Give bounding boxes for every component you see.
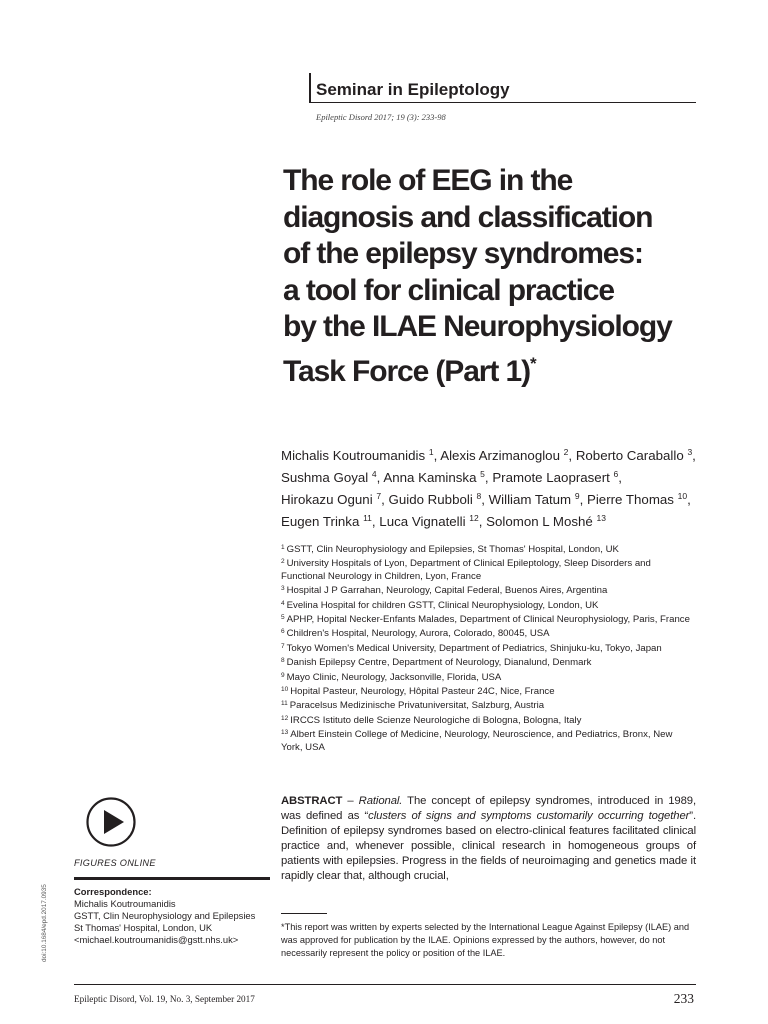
author-affiliation-mark: 1	[428, 447, 434, 457]
footer-journal: Epileptic Disord, Vol. 19, No. 3, September 2017	[74, 994, 255, 1004]
page-number: 233	[673, 991, 694, 1006]
affiliation-item	[281, 542, 696, 556]
affiliation-item	[281, 556, 696, 583]
author-name-text: Guido Rubboli	[388, 492, 473, 507]
correspondence-heading: Correspondence:	[74, 886, 152, 897]
author-name-text: Solomon L Moshé	[486, 514, 593, 529]
sidebar-rule	[74, 877, 270, 880]
series-title: Seminar in Epileptology	[316, 80, 510, 99]
author-name-text: Roberto Caraballo	[575, 448, 684, 463]
affiliation-number: 3	[281, 585, 285, 593]
affiliation-item	[281, 641, 696, 655]
affiliation-number: 5	[281, 614, 285, 622]
author-name-text: Hirokazu Oguni	[281, 492, 373, 507]
author-name-text: Eugen Trinka	[281, 514, 360, 529]
abstract	[281, 794, 696, 884]
affiliation-text: IRCCS Istituto delle Scienze Neurologiche di Bologna, Bologna, Italy	[290, 714, 582, 726]
author-name: Anna Kaminska $^5$,	[383, 469, 489, 485]
affiliation-item	[281, 626, 696, 640]
affiliation-number: 2	[281, 558, 285, 566]
author-list	[281, 443, 696, 531]
affiliation-text: Tokyo Women's Medical University, Department of Pediatrics, Shinjuku-ku, Tokyo, Japan	[286, 642, 662, 654]
author-affiliation-mark: 12	[469, 513, 479, 523]
journal-citation: Epileptic Disord 2017; 19 (3): 233-98	[316, 112, 446, 122]
author-name-text: Michalis Koutroumanidis	[281, 448, 426, 463]
footer-divider	[74, 984, 696, 985]
abstract-label: ABSTRACT	[281, 795, 343, 807]
affiliation-number: 4	[281, 599, 285, 607]
affiliation-text: Hospital J P Garrahan, Neurology, Capital Federal, Buenos Aires, Argentina	[286, 585, 608, 597]
affiliation-item	[281, 698, 696, 712]
author-name: Guido Rubboli $^8$,	[388, 491, 485, 507]
author-name	[486, 514, 606, 529]
author-affiliation-mark: 13	[596, 513, 606, 523]
title-line	[283, 346, 703, 391]
title-footnote-mark: *	[529, 353, 537, 373]
affiliation-number: 10	[281, 686, 289, 694]
footnote: *This report was written by experts selected by the International League Against Epilepsy (ILAE) and was approved for publication by the ILAE. Opinions expressed by the authors, however, do not necessarily represent the policy or position of the ILAE.	[281, 922, 690, 958]
title-line: diagnosis and classification	[283, 200, 653, 234]
affiliation-text: University Hospitals of Lyon, Department of Clinical Epileptology, Sleep Disorders and Functional Neurology in Children, Lyon, France	[281, 558, 651, 582]
author-affiliation-mark: 2	[563, 447, 569, 457]
author-affiliation-mark: 10	[677, 491, 688, 501]
correspondence-line: Michalis Koutroumanidis	[74, 898, 176, 909]
affiliation-number: 6	[281, 628, 285, 636]
affiliation-item	[281, 713, 696, 727]
title-line-text: Task Force (Part 1)	[283, 354, 530, 388]
author-name-text: Anna Kaminska	[383, 470, 477, 485]
affiliation-number: 12	[281, 714, 289, 722]
correspondence-line: St Thomas' Hospital, London, UK	[74, 922, 213, 933]
doi-label: doi:10.1684/epd.2017.0935	[41, 884, 48, 962]
author-affiliation-mark: 6	[613, 469, 619, 479]
correspondence-line: GSTT, Clin Neurophysiology and Epilepsies	[74, 910, 256, 921]
abstract-dash: –	[342, 795, 359, 807]
author-affiliation-mark: 9	[574, 491, 580, 501]
affiliation-number: 8	[281, 657, 285, 665]
author-name: Eugen Trinka $^{11}$,	[281, 513, 376, 529]
affiliation-text: Children's Hospital, Neurology, Aurora, Colorado, 80045, USA	[286, 628, 550, 640]
author-affiliation-mark: 4	[371, 469, 377, 479]
abstract-section: Rational.	[358, 795, 403, 807]
abstract-text-2: ”. Definition of epilepsy syndromes based on electro-clinical features facilitated clinical practice and, whenever possible, clinical research in homogeneous groups of patients with epilepsies. Progress in the fields of neuroimaging and genetics made it rapidly clear that, although crucial,	[281, 810, 696, 882]
affiliation-text: Albert Einstein College of Medicine, Neurology, Neuroscience, and Pediatrics, Bronx, New York, USA	[281, 729, 673, 753]
author-name-text: Pierre Thomas	[586, 492, 674, 507]
footnote-rule	[281, 913, 327, 914]
author-name-text: Alexis Arzimanoglou	[440, 448, 560, 463]
affiliation-number: 13	[281, 729, 289, 737]
title-line: a tool for clinical practice	[283, 273, 614, 307]
affiliation-text: Danish Epilepsy Centre, Department of Neurology, Dianalund, Denmark	[286, 657, 592, 669]
author-name: Pierre Thomas $^{10}$,	[586, 491, 691, 507]
author-affiliation-mark: 11	[363, 513, 372, 523]
author-name-text: Sushma Goyal	[281, 470, 369, 485]
author-name: Luca Vignatelli $^{12}$,	[379, 513, 483, 529]
title-line: The role of EEG in the	[283, 164, 573, 197]
affiliation-item	[281, 583, 696, 597]
affiliation-number: 11	[281, 700, 288, 708]
author-name: Michalis Koutroumanidis $^1$,	[281, 447, 438, 463]
abstract-quote: clusters of signs and symptoms customarily occurring together	[368, 810, 690, 822]
affiliation-list	[281, 542, 696, 754]
author-affiliation-mark: 5	[480, 469, 485, 479]
author-name: Alexis Arzimanoglou $^2$,	[440, 447, 573, 463]
affiliation-number: 1	[281, 544, 285, 551]
title-line: by the ILAE Neurophysiology	[283, 310, 672, 343]
play-icon[interactable]	[85, 796, 137, 848]
affiliation-item	[281, 655, 696, 669]
author-affiliation-mark: 8	[476, 491, 482, 501]
author-name-text: William Tatum	[488, 492, 572, 507]
affiliation-item	[281, 684, 696, 698]
author-affiliation-mark: 7	[376, 491, 382, 501]
affiliation-text: Mayo Clinic, Neurology, Jacksonville, Florida, USA	[286, 671, 502, 683]
affiliation-item	[281, 612, 696, 626]
header-accent-bar	[309, 73, 311, 103]
affiliation-item	[281, 670, 696, 684]
affiliation-text: Paracelsus Medizinische Privatuniversitat, Salzburg, Austria	[289, 700, 545, 712]
abstract-text-1: The concept of epilepsy syndromes, introduced in 1989, was defined as “	[281, 795, 697, 822]
author-name-text: Pramote Laoprasert	[492, 470, 610, 485]
author-name: William Tatum $^9$,	[488, 491, 584, 507]
title-line: of the epilepsy syndromes:	[283, 237, 643, 270]
author-name: Sushma Goyal $^4$,	[281, 469, 381, 485]
header-divider	[309, 102, 696, 103]
figures-online-link[interactable]: FIGURES ONLINE	[74, 858, 156, 868]
author-affiliation-mark: 3	[687, 447, 693, 457]
affiliation-item	[281, 598, 696, 612]
affiliation-number: 9	[281, 671, 285, 679]
affiliation-number: 7	[281, 642, 285, 650]
affiliation-text: GSTT, Clin Neurophysiology and Epilepsies, St Thomas' Hospital, London, UK	[286, 544, 619, 555]
author-name: Hirokazu Oguni $^7$,	[281, 491, 385, 507]
affiliation-text: Hopital Pasteur, Neurology, Hôpital Pasteur 24C, Nice, France	[290, 686, 555, 698]
author-name: Roberto Caraballo $^3$,	[575, 447, 696, 463]
article-title	[283, 163, 703, 390]
author-name: Pramote Laoprasert $^6$,	[492, 469, 622, 485]
correspondence-block	[74, 886, 270, 946]
affiliation-text: Evelina Hospital for children GSTT, Clinical Neurophysiology, London, UK	[286, 599, 599, 611]
affiliation-item	[281, 727, 696, 754]
correspondence-email[interactable]: <michael.koutroumanidis@gstt.nhs.uk>	[74, 934, 239, 945]
author-name-text: Luca Vignatelli	[379, 514, 466, 529]
affiliation-text: APHP, Hopital Necker-Enfants Malades, Department of Clinical Neurophysiology, Paris, France	[286, 614, 690, 626]
